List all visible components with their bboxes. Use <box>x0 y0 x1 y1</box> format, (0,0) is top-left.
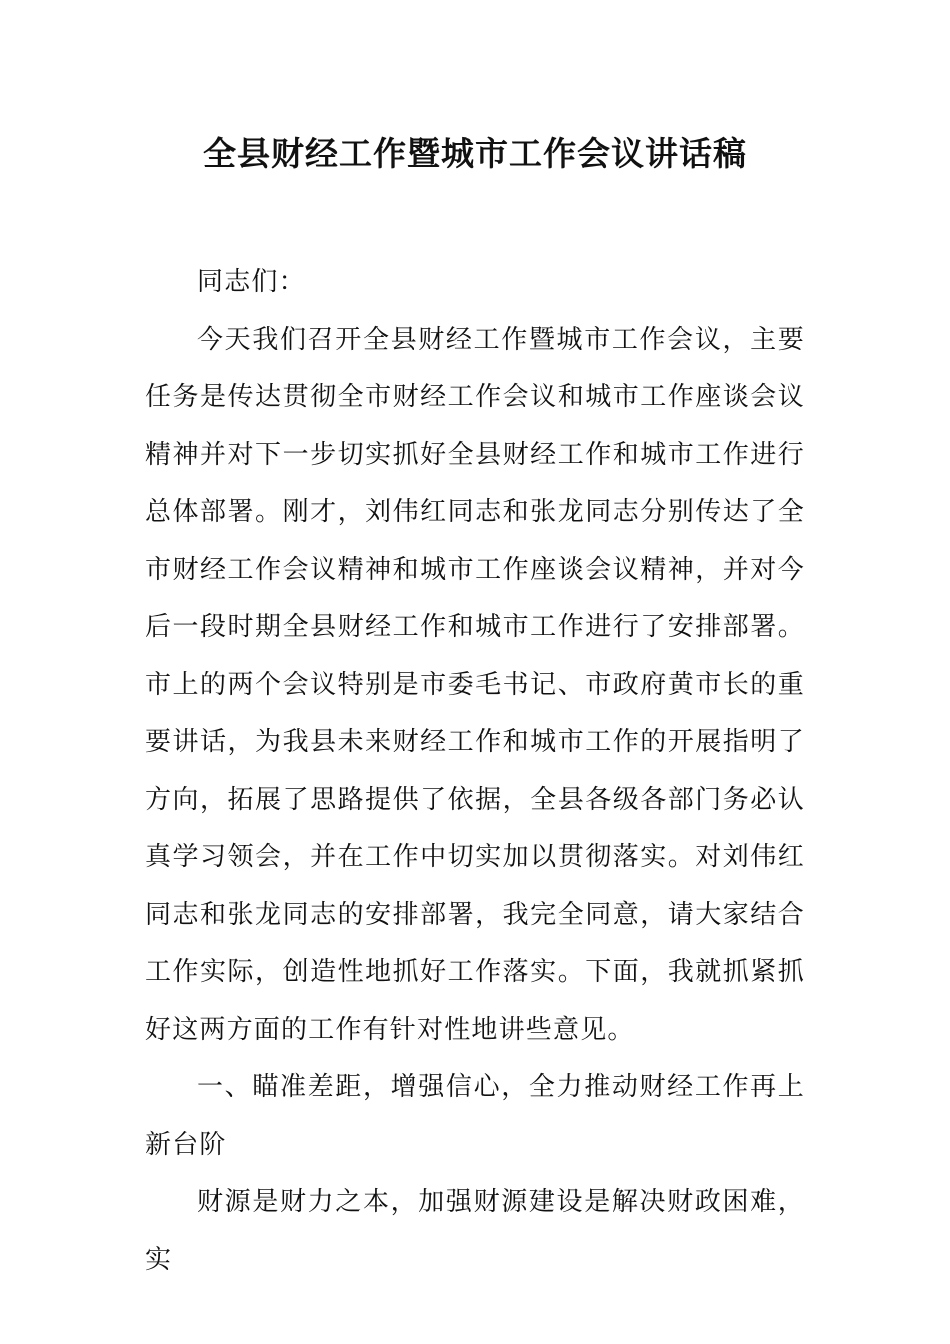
salutation: 同志们： <box>197 267 306 297</box>
paragraph-section-1: 财源是财力之本，加强财源建设是解决财政困难，实 <box>145 1187 805 1275</box>
document-title: 全县财经工作暨城市工作会议讲话稿 <box>203 134 747 173</box>
paragraph-intro: 今天我们召开全县财经工作暨城市工作会议，主要任务是传达贯彻全市财经工作会议和城市工作座谈会议精神并对下一步切实抓好全县财经工作和城市工作进行总体部署。刚才，刘伟红同志和张龙同志分别传达了全市财经工作会议精神和城市工作座谈会议精神，并对今后一段时期全县财经工作和城市工作进行了安排部署。市上的两个会议特别是市委毛书记、市政府黄市长的重要讲话，为我县未来财经工作和城市工作的开展指明了方向，拓展了思路提供了依据，全县各级各部门务必认真学习领会，并在工作中切实加以贯彻落实。对刘伟红同志和张龙同志的安排部署，我完全同意，请大家结合工作实际，创造性地抓好工作落实。下面，我就抓紧抓好这两方面的工作有针对性地讲些意见。 <box>145 324 805 1045</box>
section-heading-1: 一、瞄准差距，增强信心，全力推动财经工作再上新台阶 <box>145 1072 805 1160</box>
document-body <box>145 254 805 1289</box>
